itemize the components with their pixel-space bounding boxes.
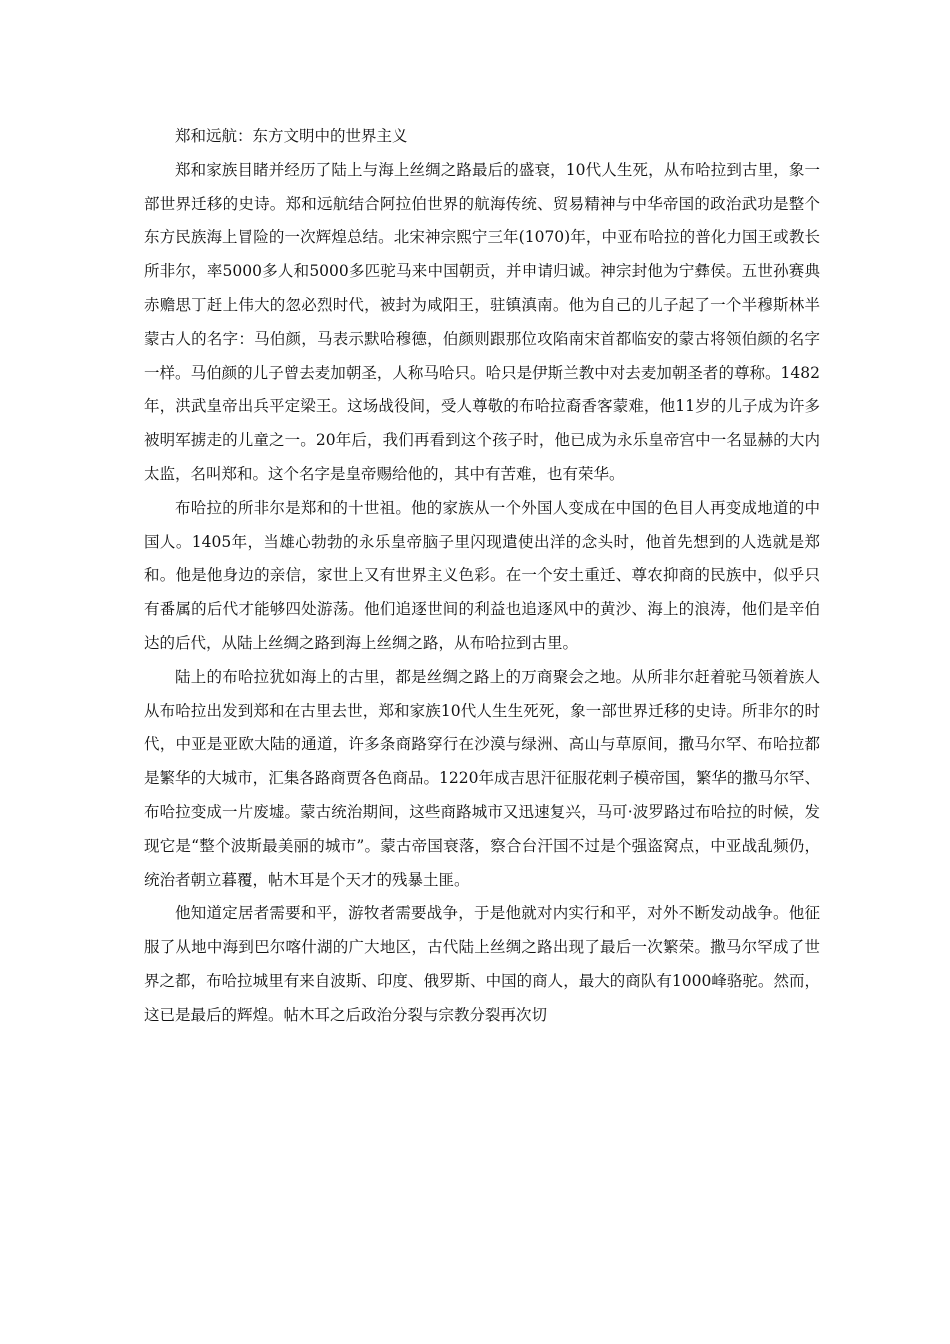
document-title: 郑和远航：东方文明中的世界主义 xyxy=(175,127,408,145)
document-body xyxy=(144,120,820,1033)
paragraph-1: 郑和家族目睹并经历了陆上与海上丝绸之路最后的盛衰，10代人生死，从布哈拉到古里，象一部世界迁移的史诗。郑和远航结合阿拉伯世界的航海传统、贸易精神与中华帝国的政治武功是整个东方民族海上冒险的一次辉煌总结。北宋神宗熙宁三年(1070)年，中亚布哈拉的普化力国王或教长所非尔，率5000多人和5000多匹驼马来中国朝贡，并申请归诚。神宗封他为宁彝侯。五世孙赛典赤赡思丁赶上伟大的忽必烈时代，被封为咸阳王，驻镇滇南。他为自己的儿子起了一个半穆斯林半蒙古人的名字：马伯颜，马表示默哈穆德，伯颜则跟那位攻陷南宋首都临安的蒙古将领伯颜的名字一样。马伯颜的儿子曾去麦加朝圣，人称马哈只。哈只是伊斯兰教中对去麦加朝圣者的尊称。1482年，洪武皇帝出兵平定梁王。这场战役间，受人尊敬的布哈拉裔香客蒙难，他11岁的儿子成为许多被明军掳走的儿童之一。20年后，我们再看到这个孩子时，他已成为永乐皇帝宫中一名显赫的大内太监，名叫郑和。这个名字是皇帝赐给他的，其中有苦难，也有荣华。 xyxy=(144,160,820,483)
paragraph-4: 他知道定居者需要和平，游牧者需要战争，于是他就对内实行和平，对外不断发动战争。他征服了从地中海到巴尔喀什湖的广大地区，古代陆上丝绸之路出现了最后一次繁荣。撒马尔罕成了世界之都，布哈拉城里有来自波斯、印度、俄罗斯、中国的商人，最大的商队有1000峰骆驼。然而，这已是最后的辉煌。帖木耳之后政治分裂与宗教分裂再次切 xyxy=(144,904,820,1024)
paragraph-3: 陆上的布哈拉犹如海上的古里，都是丝绸之路上的万商聚会之地。从所非尔赶着驼马领着族人从布哈拉出发到郑和在古里去世，郑和家族10代人生生死死，象一部世界迁移的史诗。所非尔的时代，中亚是亚欧大陆的通道，许多条商路穿行在沙漠与绿洲、高山与草原间，撒马尔罕、布哈拉都是繁华的大城市，汇集各路商贾各色商品。1220年成吉思汗征服花剌子模帝国，繁华的撒马尔罕、布哈拉变成一片废墟。蒙古统治期间，这些商路城市又迅速复兴，马可·波罗路过布哈拉的时候，发现它是“整个波斯最美丽的城市”。蒙古帝国衰落，察合台汗国不过是个强盗窝点，中亚战乱频仍，统治者朝立暮覆，帖木耳是个天才的残暴土匪。 xyxy=(144,667,820,889)
paragraph-2: 布哈拉的所非尔是郑和的十世祖。他的家族从一个外国人变成在中国的色目人再变成地道的中国人。1405年，当雄心勃勃的永乐皇帝脑子里闪现遣使出洋的念头时，他首先想到的人选就是郑和。他是他身边的亲信，家世上又有世界主义色彩。在一个安土重迁、尊农抑商的民族中，似乎只有番属的后代才能够四处游荡。他们追逐世间的利益也追逐风中的黄沙、海上的浪涛，他们是辛伯达的后代，从陆上丝绸之路到海上丝绸之路，从布哈拉到古里。 xyxy=(144,498,820,652)
